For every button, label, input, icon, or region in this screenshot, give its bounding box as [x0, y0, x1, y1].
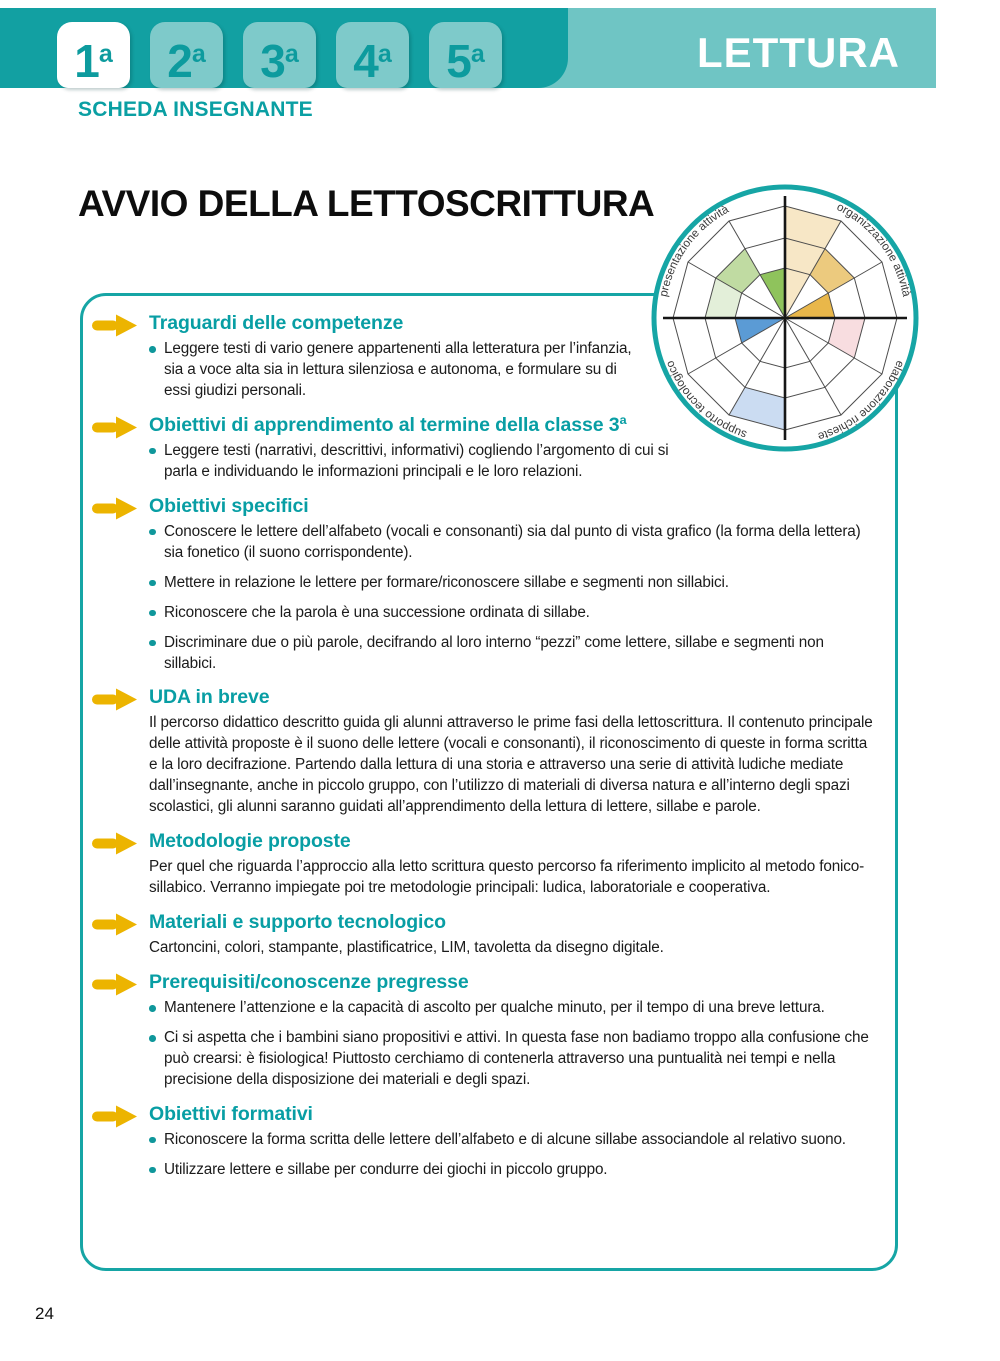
- section-paragraph: Il percorso didattico descritto guida gli alunni attraverso le prime fasi della lettoscrittura. Il contenuto principale delle attività proposte è il suono delle lettere (vocali e consonanti), il riconoscimento di queste in forma scritta e la loro decifrazione. Partendo dalla lettura di una storia e attraverso una serie di attività ludiche mediate dall’insegnante, anche in piccolo gruppo, con l’utilizzo di materiali di diversa natura e all’interno degli spazi scolastici, gli alunni saranno guidati all’apprendimento della lettura di lettere, sillabe e parole.: [149, 714, 873, 816]
- bullet-list: [149, 522, 879, 675]
- bullet-item: Riconoscere che la parola è una successione ordinata di sillabe.: [149, 603, 879, 624]
- tab-ordinal-sup: a: [98, 40, 113, 68]
- class-tab-5a: [429, 22, 502, 88]
- bullet-item: Leggere testi di vario genere appartenenti alla letteratura per l’infanzia, sia a voce alta sia in lettura silenziosa e autonoma, e formulare su di essi giudizi personali.: [149, 339, 879, 402]
- bullet-item: Mantenere l’attenzione e la capacità di ascolto per qualche minuto, per il tempo di una breve lettura.: [149, 998, 879, 1019]
- class-tabs: [57, 22, 502, 88]
- section-heading: Metodologie proposte: [149, 830, 351, 853]
- section-heading: UDA in breve: [149, 686, 270, 709]
- section-paragraph: Per quel che riguarda l’approccio alla letto scrittura questo percorso fa riferimento implicito al metodo fonico-sillabico. Verranno impiegate poi tre metodologie principali: ludica, laboratoriale e cooperativa.: [149, 858, 865, 897]
- tab-number: 4: [353, 35, 378, 87]
- tab-ordinal-sup: a: [377, 40, 392, 68]
- arrow-icon: [91, 1105, 138, 1128]
- wheel-label-top-left: presentazione attività: [656, 202, 731, 298]
- bullet-list: [149, 1130, 879, 1181]
- section: [149, 911, 879, 959]
- section-paragraph: Cartoncini, colori, stampante, plastificatrice, LIM, tavoletta da disegno digitale.: [149, 939, 664, 957]
- section-heading: Obiettivi specifici: [149, 494, 309, 517]
- arrow-icon: [91, 832, 138, 855]
- page-title: AVVIO DELLA LETTOSCRITTURA: [78, 183, 655, 224]
- tab-ordinal-sup: a: [284, 40, 299, 68]
- bullet-item: Riconoscere la forma scritta delle lettere dell’alfabeto e di alcune sillabe associandole al relativo suono.: [149, 1130, 879, 1151]
- tab-number: 1: [74, 35, 99, 87]
- class-tab-1a: [57, 22, 130, 88]
- tab-number: 5: [446, 35, 471, 87]
- class-tab-3a: [243, 22, 316, 88]
- sheet-subtitle: SCHEDA INSEGNANTE: [78, 98, 313, 121]
- section-heading: Obiettivi formativi: [149, 1102, 313, 1125]
- section-heading: Prerequisiti/conoscenze pregresse: [149, 971, 469, 994]
- section: [149, 495, 879, 675]
- arrow-icon: [91, 497, 138, 520]
- arrow-icon: [91, 973, 138, 996]
- section: [149, 971, 879, 1091]
- tab-number: 3: [260, 35, 285, 87]
- section-heading: Obiettivi di apprendimento al termine della classe 3ª: [149, 413, 627, 436]
- tab-ordinal-sup: a: [470, 40, 485, 68]
- section-heading: Traguardi delle competenze: [149, 312, 404, 334]
- section-heading: Materiali e supporto tecnologico: [149, 911, 446, 934]
- tab-ordinal-sup: a: [191, 40, 206, 68]
- class-tab-4a: [336, 22, 409, 88]
- wheel-label-bottom-left: supporto tecnologico: [663, 358, 749, 442]
- tab-number: 2: [167, 35, 192, 87]
- arrow-icon: [91, 688, 138, 711]
- bullet-list: [149, 998, 879, 1091]
- page-number: 24: [35, 1304, 54, 1323]
- class-tab-2a: [150, 22, 223, 88]
- arrow-icon: [91, 416, 138, 439]
- bullet-item: Leggere testi (narrativi, descrittivi, informativi) cogliendo l’argomento di cui si parla e individuando le informazioni principali e le loro relazioni.: [149, 441, 879, 483]
- section: [149, 1103, 879, 1181]
- arrow-icon: [91, 913, 138, 936]
- bullet-item: Ci si aspetta che i bambini siano propositivi e attivi. In questa fase non badiamo troppo alla confusione che può crearsi: è fisiologica! Piuttosto cerchiamo di contenerla attraverso una puntualità nei tempi e nella precisione della disposizione dei materiali e degli spazi.: [149, 1028, 879, 1091]
- section: [149, 830, 879, 899]
- section: [149, 686, 879, 818]
- bullet-item: Utilizzare lettere e sillabe per condurre dei giochi in piccolo gruppo.: [149, 1160, 879, 1181]
- bullet-item: Mettere in relazione le lettere per formare/riconoscere sillabe e segmenti non sillabici.: [149, 573, 879, 594]
- wheel-label-top-right: organizzazione attività: [834, 200, 914, 298]
- banner-title: LETTURA: [697, 29, 900, 76]
- bullet-item: Discriminare due o più parole, decifrando al loro interno “pezzi” come lettere, sillabe e segmenti non sillabici.: [149, 633, 879, 675]
- wheel-label-bottom-right: elaborazione richieste: [816, 358, 907, 444]
- bullet-item: Conoscere le lettere dell’alfabeto (vocali e consonanti) sia dal punto di vista grafico (la forma della lettera) sia fonetico (il suono corrispondente).: [149, 522, 879, 564]
- arrow-icon: [91, 314, 138, 337]
- competency-wheel: [650, 183, 920, 453]
